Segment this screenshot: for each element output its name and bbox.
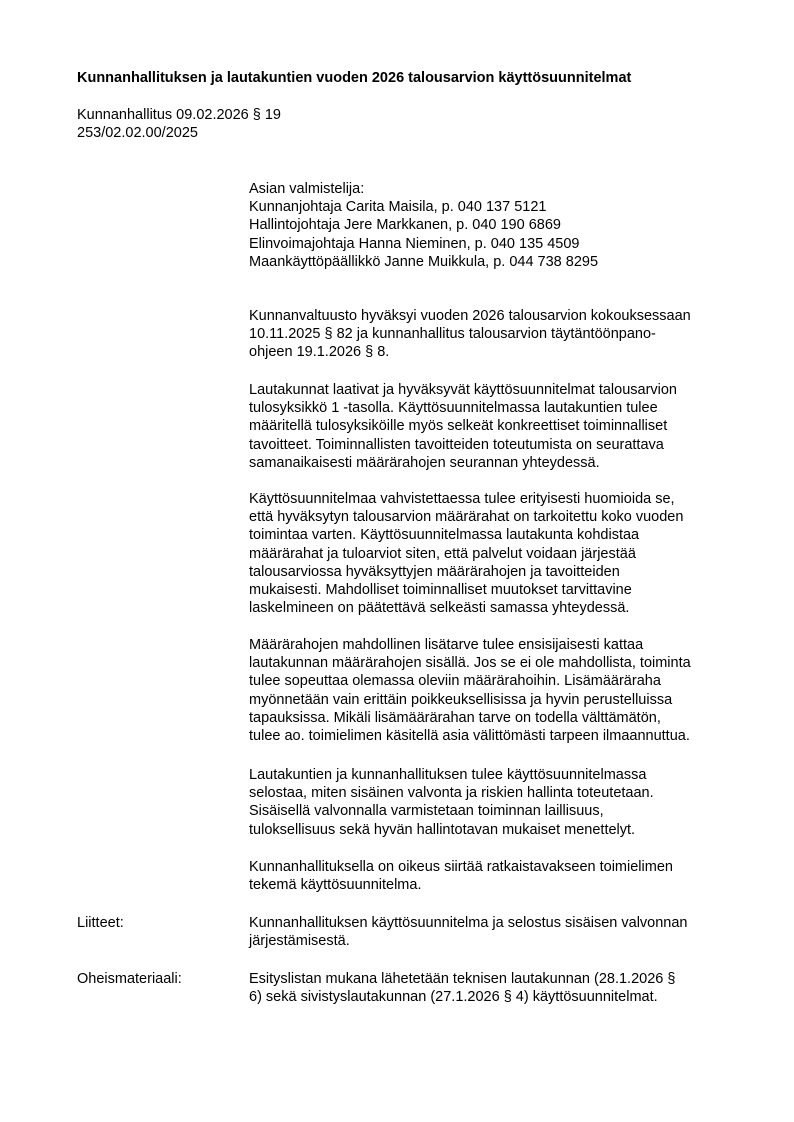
text-line: tapauksissa. Mikäli lisämäärärahan tarve on todella välttämätön, — [249, 709, 661, 726]
preparer-line: Maankäyttöpäällikkö Janne Muikkula, p. 044 738 8295 — [249, 253, 599, 270]
text-line: lautakunnan määrärahojen sisällä. Jos se ei ole mahdollista, toiminta — [249, 655, 691, 672]
meeting-line: Kunnanhallitus 09.02.2026 § 19 — [77, 107, 281, 123]
paragraph-appropriations — [249, 636, 739, 745]
text-line: tulosyksikkö 1 -tasolla. Käyttösuunnitelmassa lautakuntien tulee — [249, 400, 658, 417]
paragraph-internal-control — [249, 766, 739, 839]
text-line: tavoitteet. Toiminnallisten tavoitteiden toteutumista on seurattava — [249, 436, 664, 453]
text-line: Kunnanhallituksella on oikeus siirtää ratkaistavakseen toimielimen — [249, 859, 673, 875]
text-line: 10.11.2025 § 82 ja kunnanhallitus talousarvion täytäntöönpano- — [249, 326, 656, 343]
text-line: järjestämisestä. — [249, 933, 350, 950]
document-title: Kunnanhallituksen ja lautakuntien vuoden 2026 talousarvion käyttösuunnitelmat — [77, 70, 632, 86]
text-line: määritellä tulosyksiköille myös selkeät konkreettiset toiminnalliset — [249, 418, 668, 435]
record-number: 253/02.02.00/2025 — [77, 125, 198, 142]
attachments-label: Liitteet: — [77, 915, 124, 931]
paragraph-usage-plan — [249, 490, 739, 617]
supporting-material-text — [249, 970, 739, 1006]
paragraph-budget-approval — [249, 307, 739, 362]
paragraph-committees — [249, 381, 739, 472]
paragraph-transfer-right — [249, 858, 739, 894]
text-line: Kunnanhallituksen käyttösuunnitelma ja selostus sisäisen valvonnan — [249, 915, 688, 931]
text-line: Esityslistan mukana lähetetään teknisen lautakunnan (28.1.2026 § — [249, 971, 676, 987]
text-line: myönnetään vain erittäin poikkeuksellisissa ja hyvin perustelluissa — [249, 691, 673, 708]
text-line: Kunnanvaltuusto hyväksyi vuoden 2026 talousarvion kokouksessaan — [249, 308, 691, 324]
text-line: Lautakunnat laativat ja hyväksyvät käyttösuunnitelmat talousarvion — [249, 382, 677, 398]
text-line: laskelmineen on päätettävä selkeästi samassa yhteydessä. — [249, 600, 630, 617]
preparers-block — [249, 180, 749, 271]
text-line: tekemä käyttösuunnitelma. — [249, 877, 422, 894]
text-line: määrärahat ja tuloarviot siten, että palvelut voidaan järjestää — [249, 545, 636, 562]
preparer-line: Elinvoimajohtaja Hanna Nieminen, p. 040 135 4509 — [249, 235, 580, 252]
meeting-reference — [77, 106, 477, 142]
text-line: että hyväksytyn talousarvion määrärahat on tarkoitettu koko vuoden — [249, 509, 684, 526]
text-line: Käyttösuunnitelmaa vahvistettaessa tulee erityisesti huomioida se, — [249, 491, 675, 507]
preparers-heading: Asian valmistelija: — [249, 181, 365, 197]
text-line: tulee ao. toimielimen käsitellä asia välittömästi tarpeen ilmaannuttua. — [249, 728, 690, 745]
text-line: mukaisesti. Mahdolliset toiminnalliset muutokset tarvittavine — [249, 582, 632, 599]
text-line: Sisäisellä valvonnalla varmistetaan toiminnan laillisuus, — [249, 803, 604, 820]
text-line: talousarviossa hyväksyttyjen määrärahojen ja tavoitteiden — [249, 563, 620, 580]
text-line: toimintaa varten. Käyttösuunnitelmassa lautakunta kohdistaa — [249, 527, 640, 544]
attachments-text — [249, 914, 739, 950]
text-line: selostaa, miten sisäinen valvonta ja riskien hallinta toteutetaan. — [249, 785, 654, 802]
text-line: samanaikaisesti määrärahojen seurannan yhteydessä. — [249, 454, 600, 471]
text-line: tuloksellisuus sekä hyvän hallintotavan mukaiset menettelyt. — [249, 821, 636, 838]
text-line: Lautakuntien ja kunnanhallituksen tulee käyttösuunnitelmassa — [249, 767, 647, 783]
text-line: 6) sekä sivistyslautakunnan (27.1.2026 § 4) käyttösuunnitelmat. — [249, 989, 658, 1006]
text-line: tulee sopeuttaa olemassa oleviin määrärahoihin. Lisämääräraha — [249, 673, 661, 690]
text-line: Määrärahojen mahdollinen lisätarve tulee ensisijaisesti kattaa — [249, 637, 644, 653]
preparer-line: Kunnanjohtaja Carita Maisila, p. 040 137 5121 — [249, 199, 547, 216]
preparer-line: Hallintojohtaja Jere Markkanen, p. 040 190 6869 — [249, 217, 561, 234]
supporting-material-label: Oheismateriaali: — [77, 971, 182, 987]
text-line: ohjeen 19.1.2026 § 8. — [249, 344, 390, 361]
